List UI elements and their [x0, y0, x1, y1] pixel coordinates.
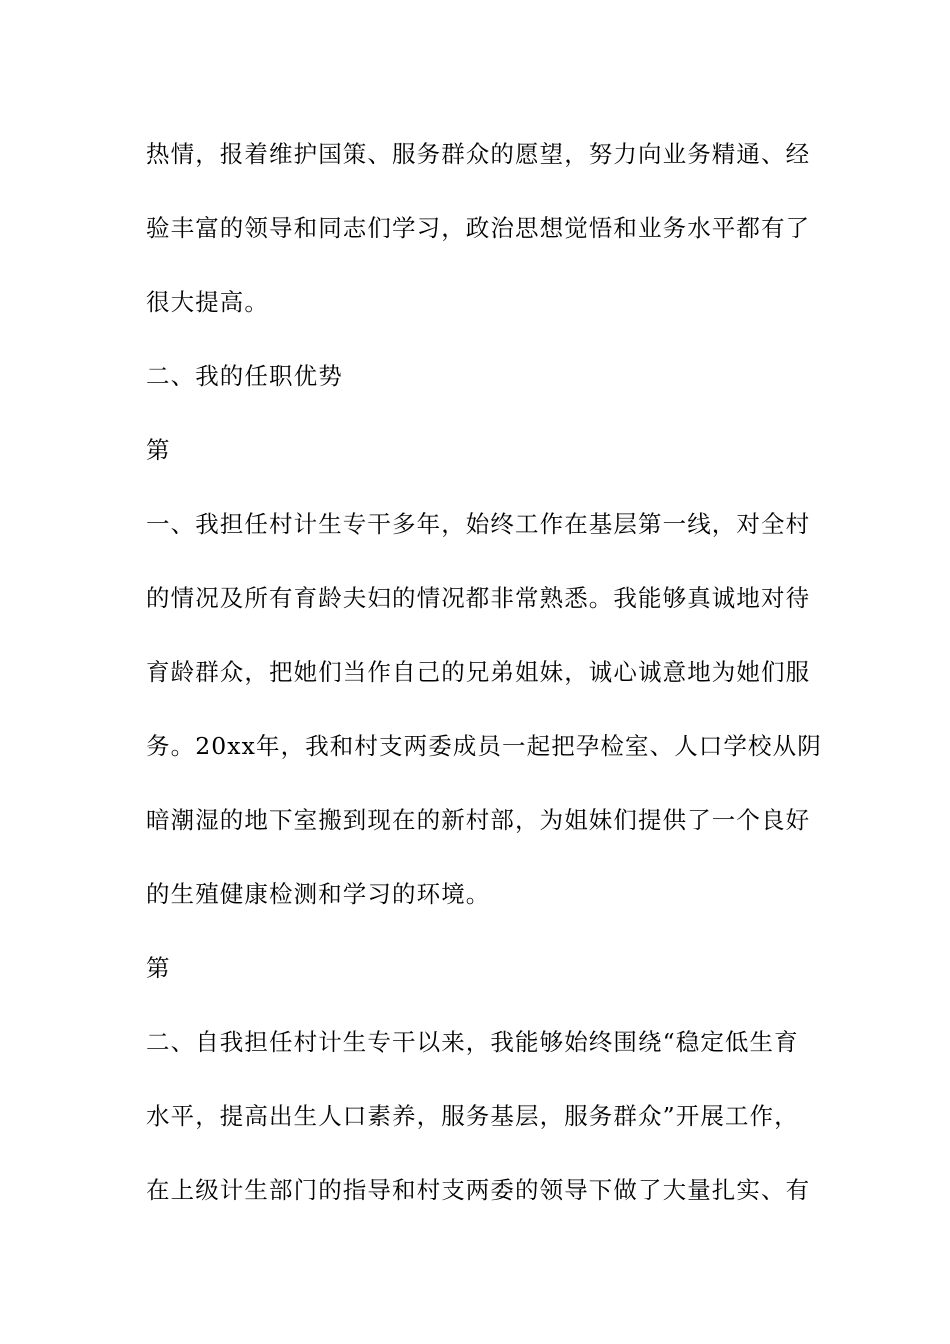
text-line: 第: [146, 436, 171, 464]
text-line: 验丰富的领导和同志们学习，政治思想觉悟和业务水平都有了: [146, 214, 811, 242]
text-line: 的情况及所有育龄夫妇的情况都非常熟悉。我能够真诚地对待: [146, 584, 811, 612]
text-line: 水平，提高出生人口素养，服务基层，服务群众”开展工作，: [146, 1102, 799, 1130]
text-line: 育龄群众，把她们当作自己的兄弟姐妹，诚心诚意地为她们服: [146, 658, 811, 686]
text-line: 第: [146, 954, 171, 982]
text-line: 很大提高。: [146, 288, 269, 316]
text-line: 务。20xx年，我和村支两委成员一起把孕检室、人口学校从阴: [146, 732, 822, 760]
text-line: 二、自我担任村计生专干以来，我能够始终围绕“稳定低生育: [146, 1028, 799, 1056]
document-body: [146, 131, 822, 1241]
section-heading: 二、我的任职优势: [146, 362, 343, 390]
text-line: 暗潮湿的地下室搬到现在的新村部，为姐妹们提供了一个良好: [146, 806, 811, 834]
text-line: 热情，报着维护国策、服务群众的愿望，努力向业务精通、经: [146, 140, 811, 168]
text-line: 在上级计生部门的指导和村支两委的领导下做了大量扎实、有: [146, 1176, 811, 1204]
text-line: 的生殖健康检测和学习的环境。: [146, 880, 491, 908]
text-line: 一、我担任村计生专干多年，始终工作在基层第一线，对全村: [146, 510, 811, 538]
